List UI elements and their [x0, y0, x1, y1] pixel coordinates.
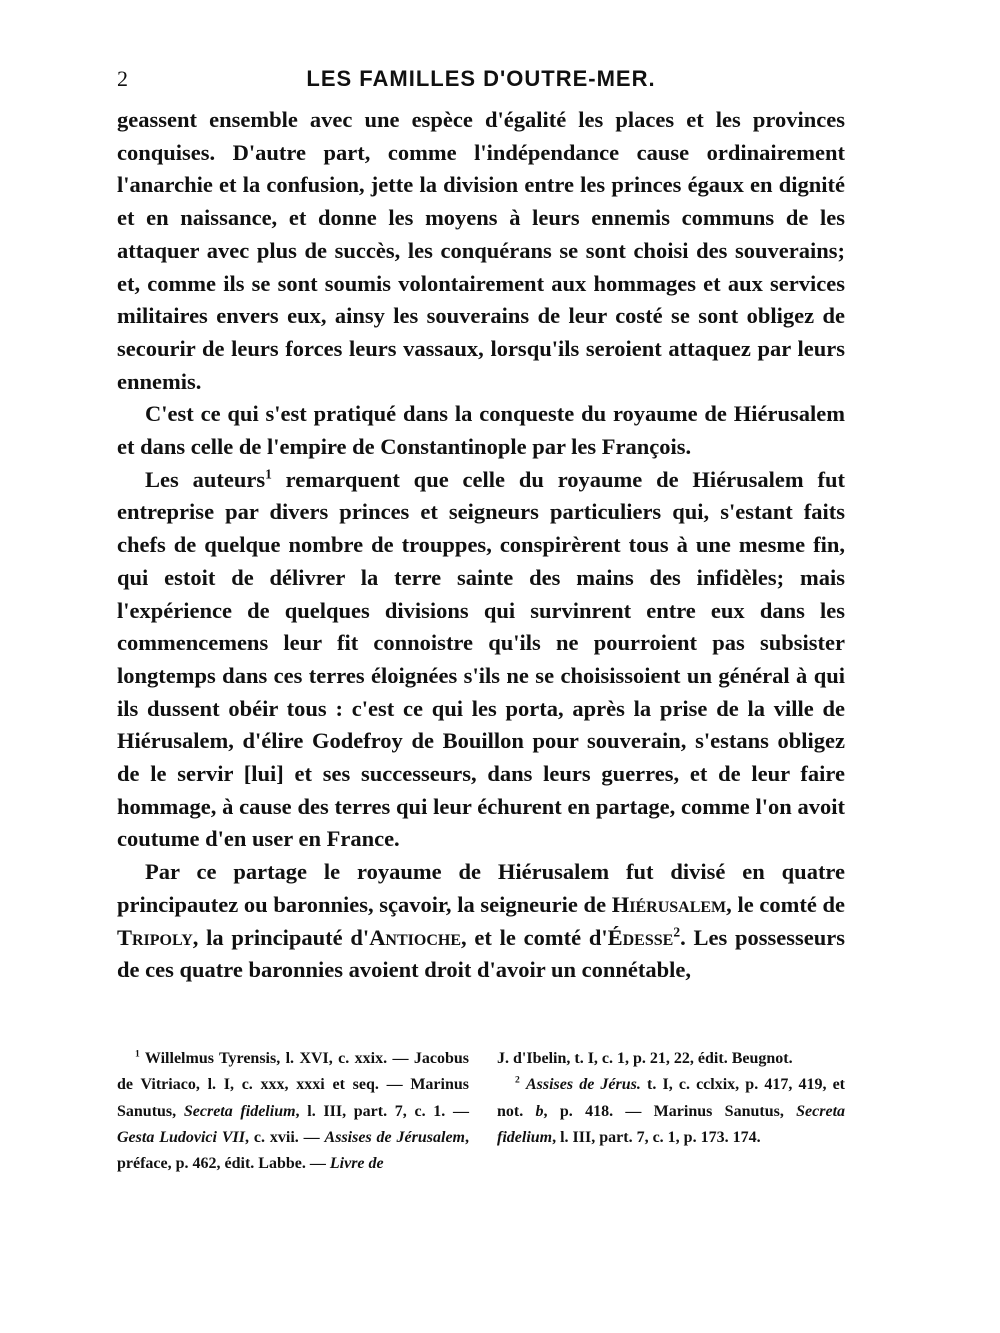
place-edesse: Édesse — [607, 924, 674, 950]
footnote-2-note-letter: b — [535, 1102, 544, 1120]
page-header — [117, 64, 845, 100]
paragraph-4-part-a: Par ce partage le royaume de Hiérusalem fut divisé en quatre principautez ou baronnies, sçavoir, la seigneurie de — [117, 859, 845, 917]
paragraph-4 — [117, 856, 845, 987]
place-antioche: Antioche — [369, 924, 462, 950]
paragraph-4-part-e: . Les possesseurs de ces quatre baronnies avoient droit d'avoir un connétable, — [117, 924, 845, 983]
footnote-1-title-4: Livre de — [329, 1155, 384, 1173]
main-text — [117, 104, 845, 987]
paragraph-4-part-d: , et le comté d' — [461, 924, 608, 950]
footnotes-right-column — [497, 1046, 845, 1151]
paragraph-4-part-c: , la principauté d' — [192, 924, 370, 950]
footnote-2-title-2: Secreta fidelium — [497, 1102, 846, 1146]
paragraph-3-start: Les auteurs — [145, 466, 266, 492]
footnote-ref-1: 1 — [265, 466, 272, 482]
footnote-2-text-b: , p. 418. — Marinus Sanutus, — [543, 1102, 797, 1120]
footnote-1 — [117, 1046, 469, 1177]
footnote-1-text-b: , l. III, part. 7, c. 1. — — [295, 1102, 469, 1120]
footnote-ref-2: 2 — [673, 924, 681, 940]
footnote-1-text-c: , c. xvii. — — [245, 1128, 325, 1146]
page-number: 2 — [117, 66, 129, 91]
footnotes-left-column — [117, 1046, 469, 1177]
footnote-1-mark: 1 — [135, 1048, 140, 1060]
footnote-2-title-1: Assises de Jérus. — [525, 1076, 641, 1094]
footnote-2 — [497, 1072, 845, 1151]
footnotes — [117, 1046, 845, 1226]
paragraph-3 — [117, 464, 845, 856]
footnote-1-title-1: Secreta fidelium — [183, 1102, 296, 1120]
place-tripoly: Tripoly — [117, 924, 193, 950]
place-hierusalem: Hiérusalem — [611, 891, 727, 917]
paragraph-3-rest: remarquent que celle du royaume de Hiérusalem fut entreprise par divers princes et seigneurs particuliers qui, s'estant faits chefs de quelque nombre de trouppes, conspirèrent tous à une mesme fin, qui estoit de délivrer la terre sainte des mains des infidèles; mais l'expérience de quelques divisions qui survinrent entre eux dans les commencemens leur fit connoistre qu'ils ne pourroient pas subsister longtemps dans ces terres éloignées s'ils ne se choisissoient un général à qui ils dussent obéir tous : c'est ce qui les porta, après la prise de la ville de Hiérusalem, d'élire Godefroy de Bouillon pour souverain, s'estans obligez de le servir [lui] et ses successeurs, dans leurs guerres, et de leur faire hommage, à cause des terres qui leur échurent en partage, comme l'on avoit coutume d'en user en France. — [117, 466, 845, 852]
footnote-2-text-a: t. I, c. cclxix, p. 417, 419, et not. — [497, 1076, 846, 1120]
footnote-1-title-2: Gesta Ludovici VII — [117, 1128, 245, 1146]
footnote-1-text-a: Willelmus Tyrensis, l. XVI, c. xxix. — Jacobus de Vitriaco, l. I, c. xxx, xxxi et seq. — Marinus Sanutus, — [117, 1050, 469, 1120]
footnote-2-mark: 2 — [515, 1074, 520, 1086]
paragraph-4-part-b: , le comté de — [726, 891, 845, 917]
paragraph-1: geassent ensemble avec une espèce d'égalité les places et les provinces conquises. D'autre part, comme l'indépendance cause ordinairement l'anarchie et la confusion, jette la division entre les princes égaux en dignité et en naissance, et donne les moyens à leurs ennemis communs de les attaquer avec plus de succès, les conquérans se sont choisi des souverains; et, comme ils se sont soumis volontairement aux hommages et aux services militaires envers eux, ainsy les souverains de leur costé se sont obligez de secourir de leurs forces leurs vassaux, lorsqu'ils seroient attaquez par leurs ennemis. — [117, 107, 845, 394]
paragraph-2: C'est ce qui s'est pratiqué dans la conqueste du royaume de Hiérusalem et dans celle de l'empire de Constantinople par les François. — [117, 401, 845, 460]
footnote-1-text-d: , préface, p. 462, édit. Labbe. — — [117, 1128, 469, 1173]
footnote-1-continued: J. d'Ibelin, t. I, c. 1, p. 21, 22, édit. Beugnot. — [497, 1050, 793, 1067]
footnote-1-title-3: Assises de Jérusalem — [324, 1128, 465, 1146]
running-title: LES FAMILLES D'OUTRE-MER. — [306, 66, 656, 91]
footnote-2-text-c: , l. III, part. 7, c. 1, p. 173. 174. — [552, 1128, 761, 1146]
